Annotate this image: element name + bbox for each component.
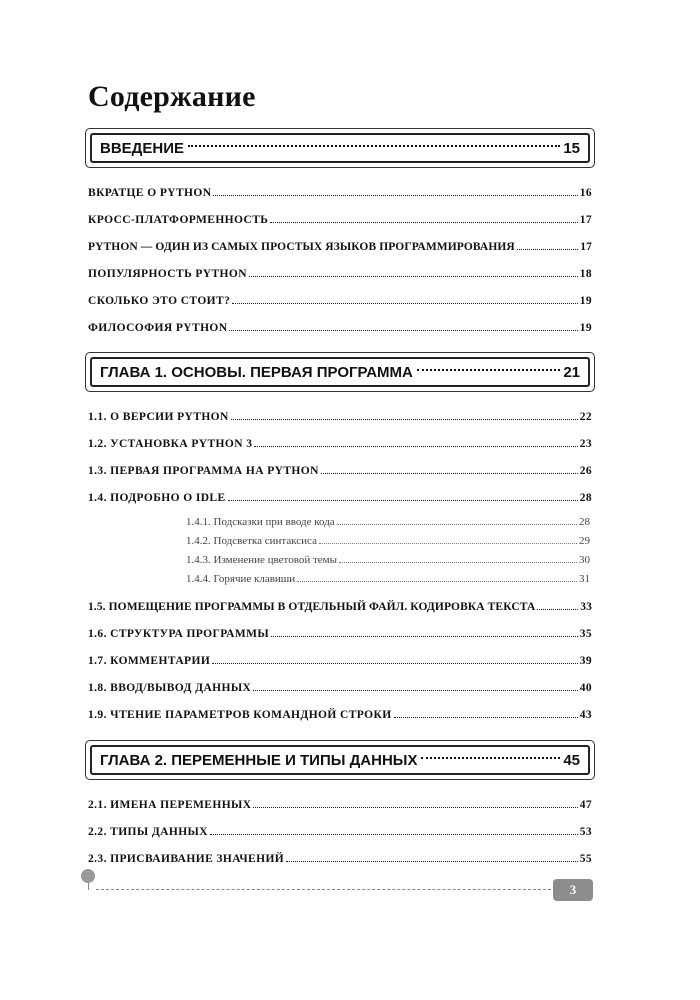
page-number: 3 xyxy=(569,882,577,897)
entry-page: 17 xyxy=(580,241,592,253)
dot-leader xyxy=(210,834,578,835)
entry-label: 1.9. ЧТЕНИЕ ПАРАМЕТРОВ КОМАНДНОЙ СТРОКИ xyxy=(88,709,392,721)
toc-entry[interactable] xyxy=(88,318,592,334)
entry-page: 19 xyxy=(579,322,592,334)
dot-leader xyxy=(188,145,560,147)
chapter-page: 45 xyxy=(563,751,580,769)
toc-entry[interactable] xyxy=(88,624,592,640)
toc-subentry[interactable] xyxy=(186,569,590,585)
dot-leader xyxy=(249,276,578,277)
subentry-label: 1.4.2. Подсветка синтаксиса xyxy=(186,535,317,547)
toc-entry[interactable] xyxy=(88,597,592,613)
toc-entry[interactable] xyxy=(88,407,592,423)
toc-entry[interactable] xyxy=(88,822,592,838)
subentry-page: 31 xyxy=(579,573,590,585)
page-number-badge xyxy=(553,879,593,901)
dot-leader xyxy=(254,446,577,447)
toc-entry[interactable] xyxy=(88,678,592,694)
toc-entry[interactable] xyxy=(88,461,592,477)
dot-leader xyxy=(231,419,578,420)
dot-leader xyxy=(212,663,578,664)
toc-entry[interactable] xyxy=(88,210,592,226)
entry-label: 1.5. ПОМЕЩЕНИЕ ПРОГРАММЫ В ОТДЕЛЬНЫЙ ФАЙЛ. КОДИРОВКА ТЕКСТА xyxy=(88,601,536,613)
entry-label: ПОПУЛЯРНОСТЬ PYTHON xyxy=(88,268,247,280)
entry-label: 1.8. ВВОД/ВЫВОД ДАННЫХ xyxy=(88,682,252,694)
subentry-label: 1.4.3. Изменение цветовой темы xyxy=(186,554,338,566)
dot-leader xyxy=(339,562,577,563)
entry-page: 35 xyxy=(579,628,592,640)
dot-leader xyxy=(537,609,578,610)
entry-label: 1.6. СТРУКТУРА ПРОГРАММЫ xyxy=(88,628,270,640)
entry-page: 26 xyxy=(579,465,592,477)
dot-leader xyxy=(253,807,577,808)
entry-page: 17 xyxy=(579,214,592,226)
dot-leader xyxy=(213,195,577,196)
entry-page: 19 xyxy=(579,295,592,307)
entry-page: 39 xyxy=(579,655,592,667)
chapter-entry-intro[interactable] xyxy=(90,133,590,163)
dot-leader xyxy=(394,717,578,718)
dot-leader xyxy=(229,330,577,331)
chapter-page: 15 xyxy=(563,139,580,157)
toc-entry[interactable] xyxy=(88,488,592,504)
entry-label: 1.7. КОММЕНТАРИИ xyxy=(88,655,211,667)
entry-page: 47 xyxy=(579,799,592,811)
entry-page: 22 xyxy=(579,411,592,423)
dot-leader xyxy=(417,369,560,371)
toc-entry[interactable] xyxy=(88,237,592,253)
entry-page: 28 xyxy=(579,492,592,504)
toc-entry[interactable] xyxy=(88,795,592,811)
entry-page: 18 xyxy=(579,268,592,280)
chapter-title: ГЛАВА 1. ОСНОВЫ. ПЕРВАЯ ПРОГРАММА xyxy=(100,363,413,381)
dot-leader xyxy=(286,861,578,862)
toc-entry[interactable] xyxy=(88,434,592,450)
toc-entry[interactable] xyxy=(88,183,592,199)
entry-label: ФИЛОСОФИЯ PYTHON xyxy=(88,322,228,334)
entry-page: 43 xyxy=(579,709,592,721)
subentry-page: 29 xyxy=(579,535,590,547)
dot-leader xyxy=(337,524,577,525)
subentry-page: 28 xyxy=(579,516,590,528)
entry-label: 2.3. ПРИСВАИВАНИЕ ЗНАЧЕНИЙ xyxy=(88,853,285,865)
subentry-label: 1.4.4. Горячие клавиши xyxy=(186,573,296,585)
chapter-title: ГЛАВА 2. ПЕРЕМЕННЫЕ И ТИПЫ ДАННЫХ xyxy=(100,751,418,769)
toc-subentry[interactable] xyxy=(186,512,590,528)
toc-subentry[interactable] xyxy=(186,550,590,566)
toc-entry[interactable] xyxy=(88,264,592,280)
chapter-box-intro xyxy=(85,128,595,168)
dot-leader xyxy=(228,500,578,501)
entry-label: PYTHON — ОДИН ИЗ САМЫХ ПРОСТЫХ ЯЗЫКОВ ПРОГРАММИРОВАНИЯ xyxy=(88,241,515,253)
dot-leader xyxy=(232,303,577,304)
entry-page: 16 xyxy=(579,187,592,199)
toc-entry[interactable] xyxy=(88,291,592,307)
toc-entry[interactable] xyxy=(88,651,592,667)
dot-leader xyxy=(271,636,578,637)
entry-page: 55 xyxy=(579,853,592,865)
toc-subentry[interactable] xyxy=(186,531,590,547)
entry-label: 1.4. ПОДРОБНО О IDLE xyxy=(88,492,226,504)
entry-label: КРОСС-ПЛАТФОРМЕННОСТЬ xyxy=(88,214,269,226)
entry-label: 2.2. ТИПЫ ДАННЫХ xyxy=(88,826,208,838)
chapter-box-2 xyxy=(85,740,595,780)
entry-page: 53 xyxy=(579,826,592,838)
dot-leader xyxy=(321,473,578,474)
dot-leader xyxy=(517,249,578,250)
dot-leader xyxy=(253,690,577,691)
footer-bullet-icon xyxy=(81,869,95,883)
chapter-page: 21 xyxy=(563,363,580,381)
chapter-title: ВВЕДЕНИЕ xyxy=(100,139,184,157)
toc-entry[interactable] xyxy=(88,849,592,865)
toc-entry[interactable] xyxy=(88,705,592,721)
dot-leader xyxy=(421,757,560,759)
dot-leader xyxy=(270,222,577,223)
chapter-entry-1[interactable] xyxy=(90,357,590,387)
entry-label: 2.1. ИМЕНА ПЕРЕМЕННЫХ xyxy=(88,799,252,811)
entry-page: 23 xyxy=(579,438,592,450)
footer-divider xyxy=(96,889,551,890)
footer-stem xyxy=(88,883,89,890)
dot-leader xyxy=(319,543,577,544)
entry-label: ВКРАТЦЕ О PYTHON xyxy=(88,187,212,199)
entry-page: 40 xyxy=(579,682,592,694)
entry-label: СКОЛЬКО ЭТО СТОИТ? xyxy=(88,295,231,307)
entry-label: 1.1. О ВЕРСИИ PYTHON xyxy=(88,411,229,423)
entry-label: 1.3. ПЕРВАЯ ПРОГРАММА НА PYTHON xyxy=(88,465,319,477)
subentry-page: 30 xyxy=(579,554,590,566)
page-title: Содержание xyxy=(88,80,256,113)
chapter-entry-2[interactable] xyxy=(90,745,590,775)
chapter-box-1 xyxy=(85,352,595,392)
subentry-label: 1.4.1. Подсказки при вводе кода xyxy=(186,516,335,528)
entry-page: 33 xyxy=(580,601,592,613)
dot-leader xyxy=(297,581,577,582)
entry-label: 1.2. УСТАНОВКА PYTHON 3 xyxy=(88,438,253,450)
